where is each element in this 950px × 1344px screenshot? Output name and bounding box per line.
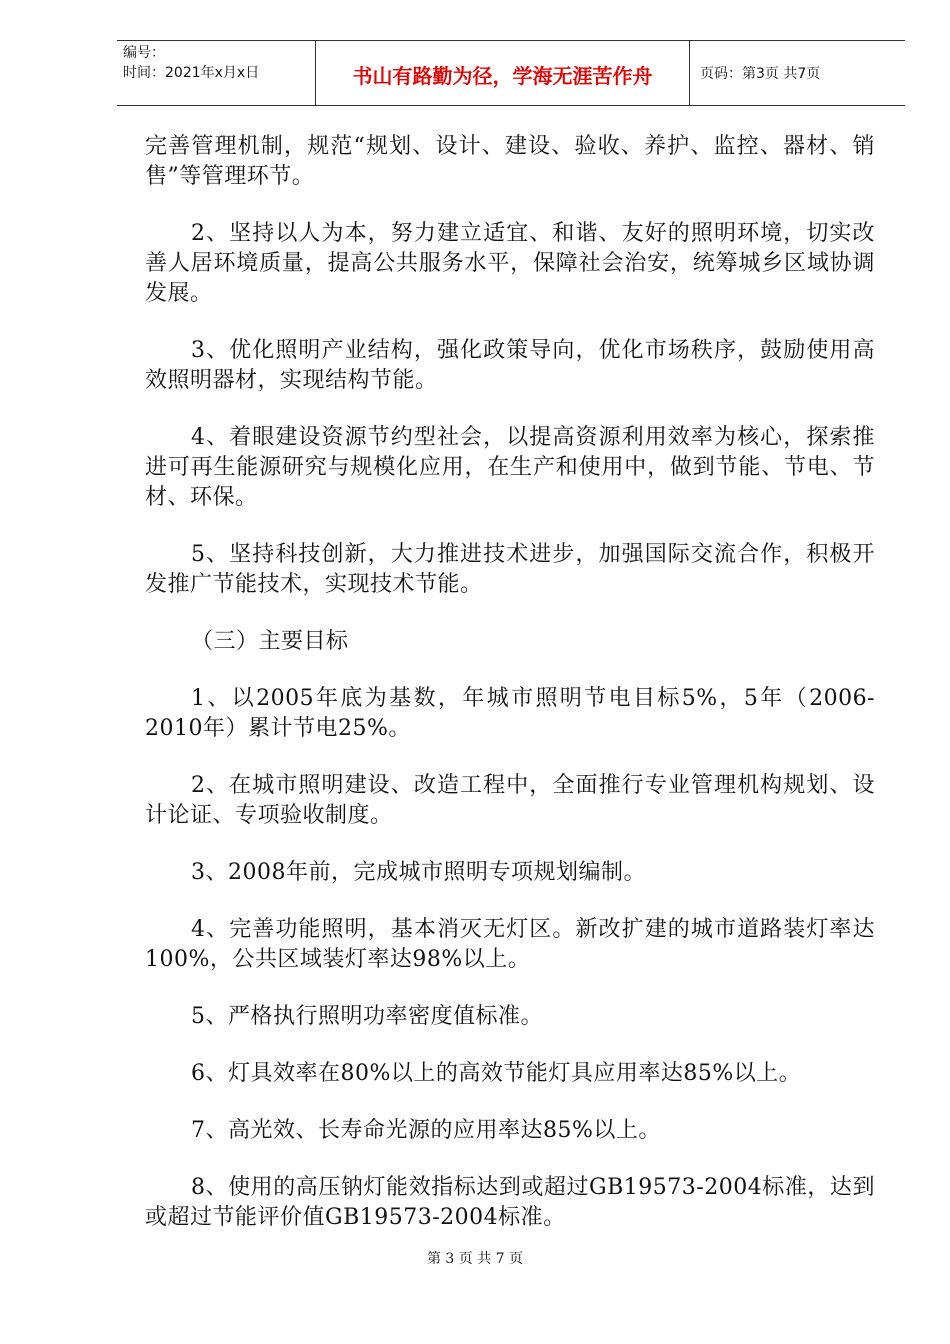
paragraph: 5、严格执行照明功率密度值标准。 <box>191 1004 543 1029</box>
paragraph: 7、高光效、长寿命光源的应用率达85%以上。 <box>191 1118 661 1143</box>
page-header <box>117 40 905 106</box>
document-number-label: 编号： <box>123 45 165 61</box>
header-meta <box>117 41 316 105</box>
header-motto: 书山有路勤为径，学海无涯苦作舟 <box>316 41 690 105</box>
paragraph: 完善管理机制，规范“规划、设计、建设、验收、养护、监控、器材、销售”等管理环节。 <box>145 134 875 189</box>
header-page-info: 页码：第3页 共7页 <box>700 66 821 82</box>
section-heading: （三）主要目标 <box>191 629 349 654</box>
paragraph: 1、以2005年底为基数，年城市照明节电目标5%，5年（2006-2010年）累计节电25%。 <box>145 686 875 741</box>
paragraph: 2、在城市照明建设、改造工程中，全面推行专业管理机构规划、设计论证、专项验收制度。 <box>145 773 875 828</box>
paragraph: 3、2008年前，完成城市照明专项规划编制。 <box>191 860 646 885</box>
paragraph: 8、使用的高压钠灯能效指标达到或超过GB19573-2004标准，达到或超过节能评价值GB19573-2004标准。 <box>145 1175 875 1230</box>
page-footer: 第 3 页 共 7 页 <box>426 1251 524 1267</box>
paragraph: 4、完善功能照明，基本消灭无灯区。新改扩建的城市道路装灯率达100%，公共区域装灯率达98%以上。 <box>145 917 875 972</box>
paragraph: 2、坚持以人为本，努力建立适宜、和谐、友好的照明环境，切实改善人居环境质量，提高公共服务水平，保障社会治安，统筹城乡区域协调发展。 <box>145 221 875 306</box>
paragraph: 6、灯具效率在80%以上的高效节能灯具应用率达85%以上。 <box>191 1061 802 1086</box>
paragraph: 3、优化照明产业结构，强化政策导向，优化市场秩序，鼓励使用高效照明器材，实现结构节能。 <box>145 338 875 393</box>
document-time-label: 时间：2021年x月x日 <box>123 65 260 81</box>
paragraph: 5、坚持科技创新，大力推进技术进步，加强国际交流合作，积极开发推广节能技术，实现技术节能。 <box>145 542 875 597</box>
paragraph: 4、着眼建设资源节约型社会，以提高资源利用效率为核心，探索推进可再生能源研究与规模化应用，在生产和使用中，做到节能、节电、节材、环保。 <box>145 425 875 510</box>
document-body <box>145 132 875 1260</box>
